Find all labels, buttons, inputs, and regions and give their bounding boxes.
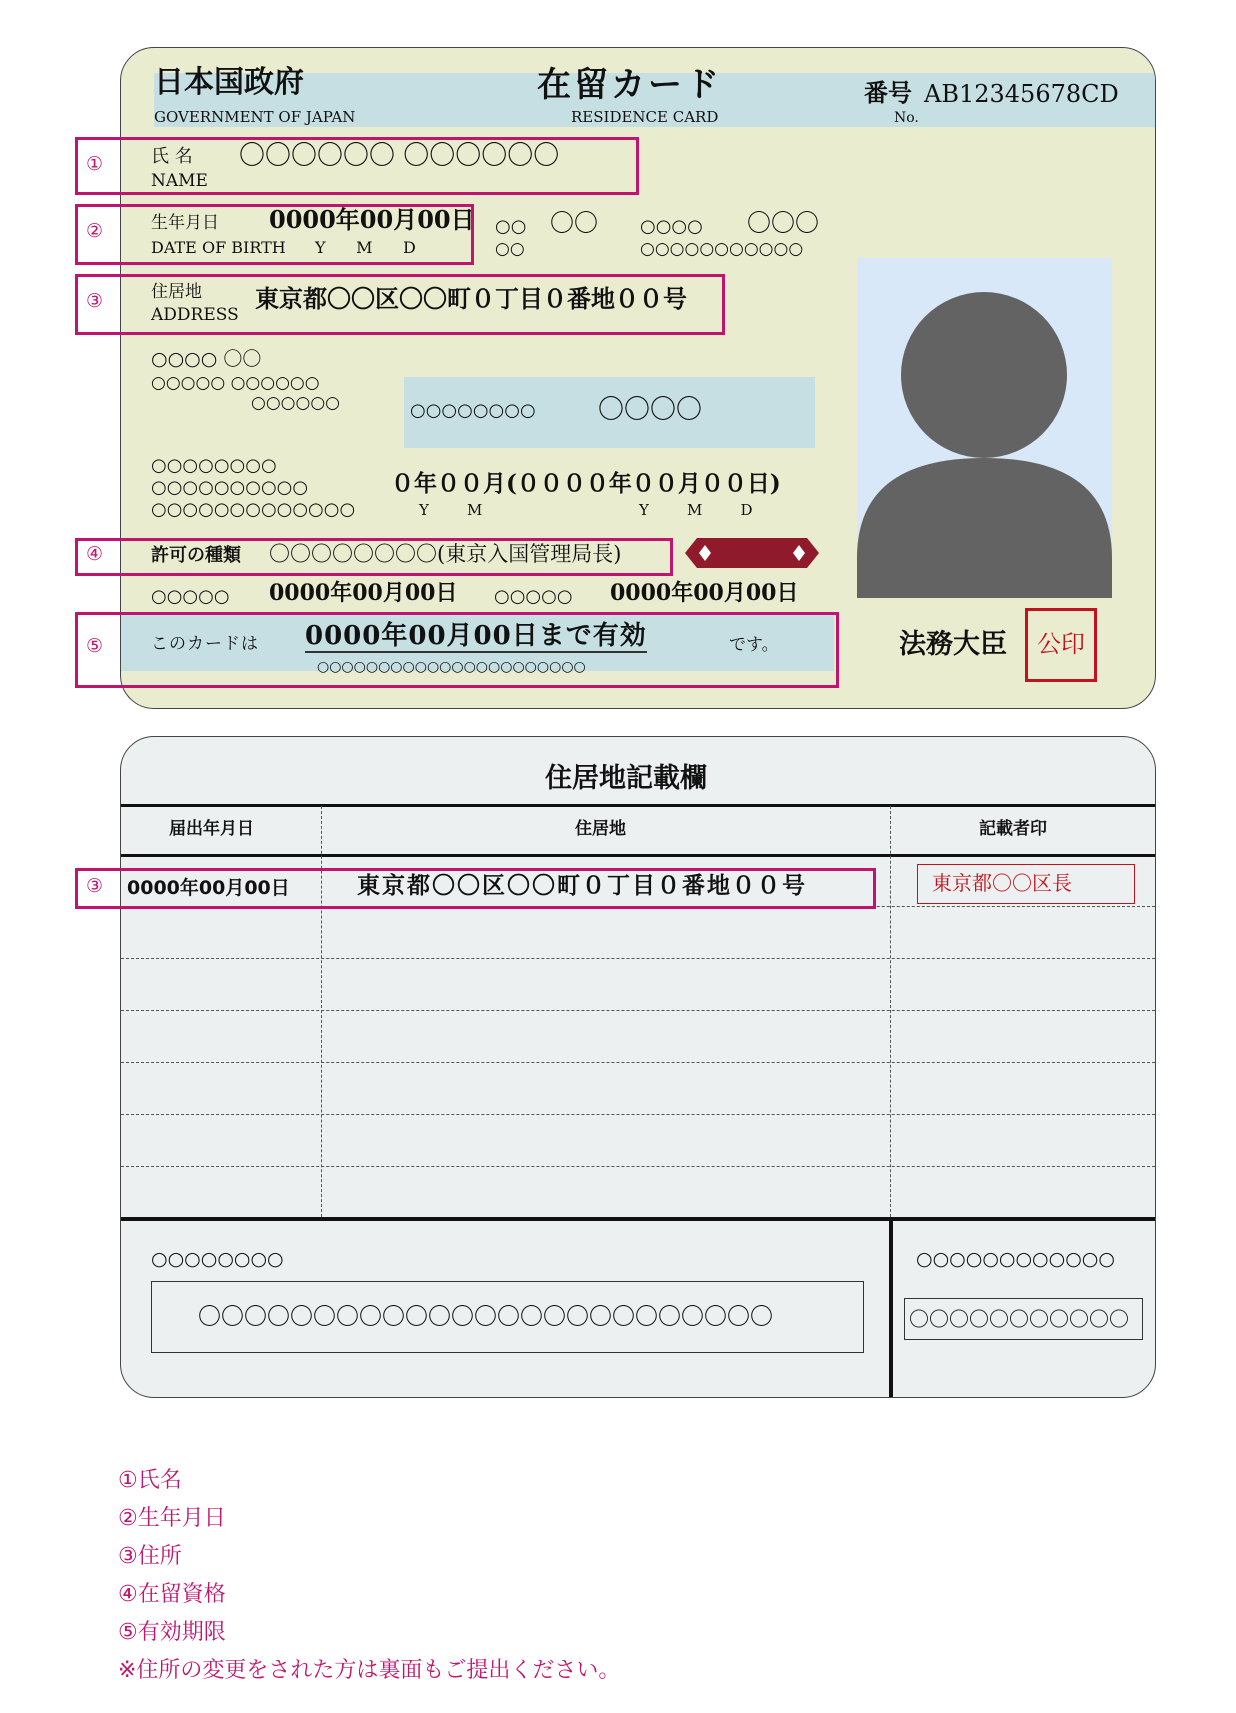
marker-1: ① [86, 153, 104, 175]
row-seal-stamp [917, 864, 1135, 904]
permit-value: 〇〇〇〇〇〇〇〇(東京入国管理局長) [269, 542, 622, 566]
highlight-name [75, 137, 639, 195]
sex-sub: ○○ [495, 239, 525, 259]
validity-value: 0000年00月00日まで有効 [305, 621, 647, 651]
marker-4: ④ [86, 543, 104, 565]
permit-date-label-1: ○○○○○ [151, 586, 230, 607]
legend-item-dob: ②生年月日 [118, 1506, 226, 1531]
bottom-left-box [151, 1281, 864, 1353]
marker-5: ⑤ [86, 635, 104, 657]
status-line-1: ○○○○ 〇〇 [151, 348, 262, 370]
card-title-en: RESIDENCE CARD [571, 108, 719, 126]
sex-label: ○○ [495, 216, 527, 237]
period-ymd-2: Y M D [639, 501, 753, 519]
legend-item-expiry: ⑤有効期限 [118, 1620, 226, 1645]
dob-label: 生年月日 [151, 213, 219, 233]
permit-label: 許可の種類 [151, 545, 241, 566]
marker-2: ② [86, 220, 104, 242]
official-seal [1025, 608, 1097, 682]
seal-text: 公印 [1037, 630, 1085, 658]
dob-ymd: Y M D [315, 238, 416, 257]
header-top-rule [121, 804, 1155, 807]
card-number: AB12345678CD [924, 80, 1119, 108]
marker-3: ③ [86, 290, 104, 312]
row-rule [121, 1010, 1155, 1011]
period-value: ０年００月(００００年００月００日) [391, 470, 781, 497]
number-label: 番号 [864, 78, 912, 107]
permit-date-value-2: 0000年00月00日 [610, 580, 799, 606]
col-divider-2 [890, 806, 891, 1217]
back-title: 住居地記載欄 [545, 763, 707, 794]
period-line-2: ○○○○○○○○○○ [151, 477, 309, 498]
status-box-small: ○○○○○○○○ [410, 400, 536, 421]
highlight-permit [75, 538, 673, 576]
validity-prefix: このカードは [151, 634, 259, 654]
status-box [404, 377, 815, 448]
row-rule [121, 1114, 1155, 1115]
status-box-big: 〇〇〇〇 [598, 395, 703, 425]
legend-item-status: ④在留資格 [118, 1582, 226, 1607]
legend-note: ※住所の変更をされた方は裏面もご提出ください。 [118, 1658, 621, 1683]
row-rule [121, 1062, 1155, 1063]
period-ymd-1: Y M [419, 501, 483, 519]
bottom-left-label: ○○○○○○○○ [151, 1248, 284, 1270]
status-line-3: ○○○○○○ [251, 393, 341, 413]
period-line-3: ○○○○○○○○○○○○○ [151, 499, 356, 520]
sex-value: 〇〇 [550, 209, 598, 237]
row-date: 0000年00月00日 [127, 877, 290, 899]
marker-back-3: ③ [86, 875, 104, 897]
bottom-right-box-text: 〇〇〇〇〇〇〇〇〇〇〇 [909, 1307, 1129, 1331]
row-rule [121, 958, 1155, 959]
nationality-label: ○○○○ [640, 216, 703, 237]
dob-label-en: DATE OF BIRTH [151, 238, 286, 257]
card-title-jp: 在留カード [537, 65, 722, 105]
col-header-date: 届出年月日 [169, 819, 254, 839]
address-label-en: ADDRESS [151, 305, 239, 325]
highlight-address [75, 274, 725, 335]
validity-suffix: です。 [729, 635, 779, 655]
highlight-dob [75, 204, 474, 265]
minister-label: 法務大臣 [899, 629, 1007, 660]
period-line-1: ○○○○○○○○ [151, 455, 277, 476]
name-value: 〇〇〇〇〇〇 〇〇〇〇〇〇 [239, 141, 560, 171]
bottom-right-box [904, 1298, 1143, 1340]
row-rule [121, 1166, 1155, 1167]
number-label-en: No. [894, 110, 919, 126]
permit-date-label-2: ○○○○○ [494, 586, 573, 607]
portrait-silhouette-icon [857, 258, 1112, 598]
row-address: 東京都〇〇区〇〇町０丁目０番地００号 [357, 873, 807, 899]
validity-sub: ○○○○○○○○○○○○○○○○○○○○○○ [317, 659, 586, 675]
address-label: 住居地 [151, 282, 202, 302]
header-bottom-rule [121, 854, 1155, 857]
bottom-right-label: ○○○○○○○○○○○○ [916, 1248, 1115, 1270]
address-value: 東京都〇〇区〇〇町０丁目０番地００号 [255, 284, 687, 313]
bottom-section-rule [121, 1217, 1155, 1221]
residence-card-back [120, 736, 1156, 1398]
highlight-validity [75, 612, 839, 688]
name-label: 氏 名 [151, 146, 193, 167]
row-seal-text: 東京都〇〇区長 [932, 871, 1072, 895]
nationality-value: 〇〇〇 [747, 209, 819, 237]
nationality-sub: ○○○○○○○○○○○ [640, 239, 804, 259]
col-header-address: 住居地 [575, 819, 626, 839]
highlight-back-address [75, 868, 876, 909]
gov-en: GOVERNMENT OF JAPAN [154, 108, 356, 126]
permit-ribbon [685, 536, 819, 570]
gov-jp: 日本国政府 [154, 65, 304, 100]
photo-frame [857, 258, 1112, 598]
legend-item-name: ①氏名 [118, 1468, 182, 1493]
status-line-2: ○○○○○ ○○○○○○ [151, 373, 320, 393]
legend-item-address: ③住所 [118, 1544, 182, 1569]
dob-value: 0000年00月00日 [269, 205, 475, 234]
permit-date-value-1: 0000年00月00日 [269, 580, 458, 606]
col-header-seal: 記載者印 [979, 819, 1047, 839]
bottom-section-divider [889, 1219, 893, 1398]
name-label-en: NAME [151, 171, 208, 191]
bottom-left-box-text: 〇〇〇〇〇〇〇〇〇〇〇〇〇〇〇〇〇〇〇〇〇〇〇〇〇 [198, 1304, 773, 1330]
